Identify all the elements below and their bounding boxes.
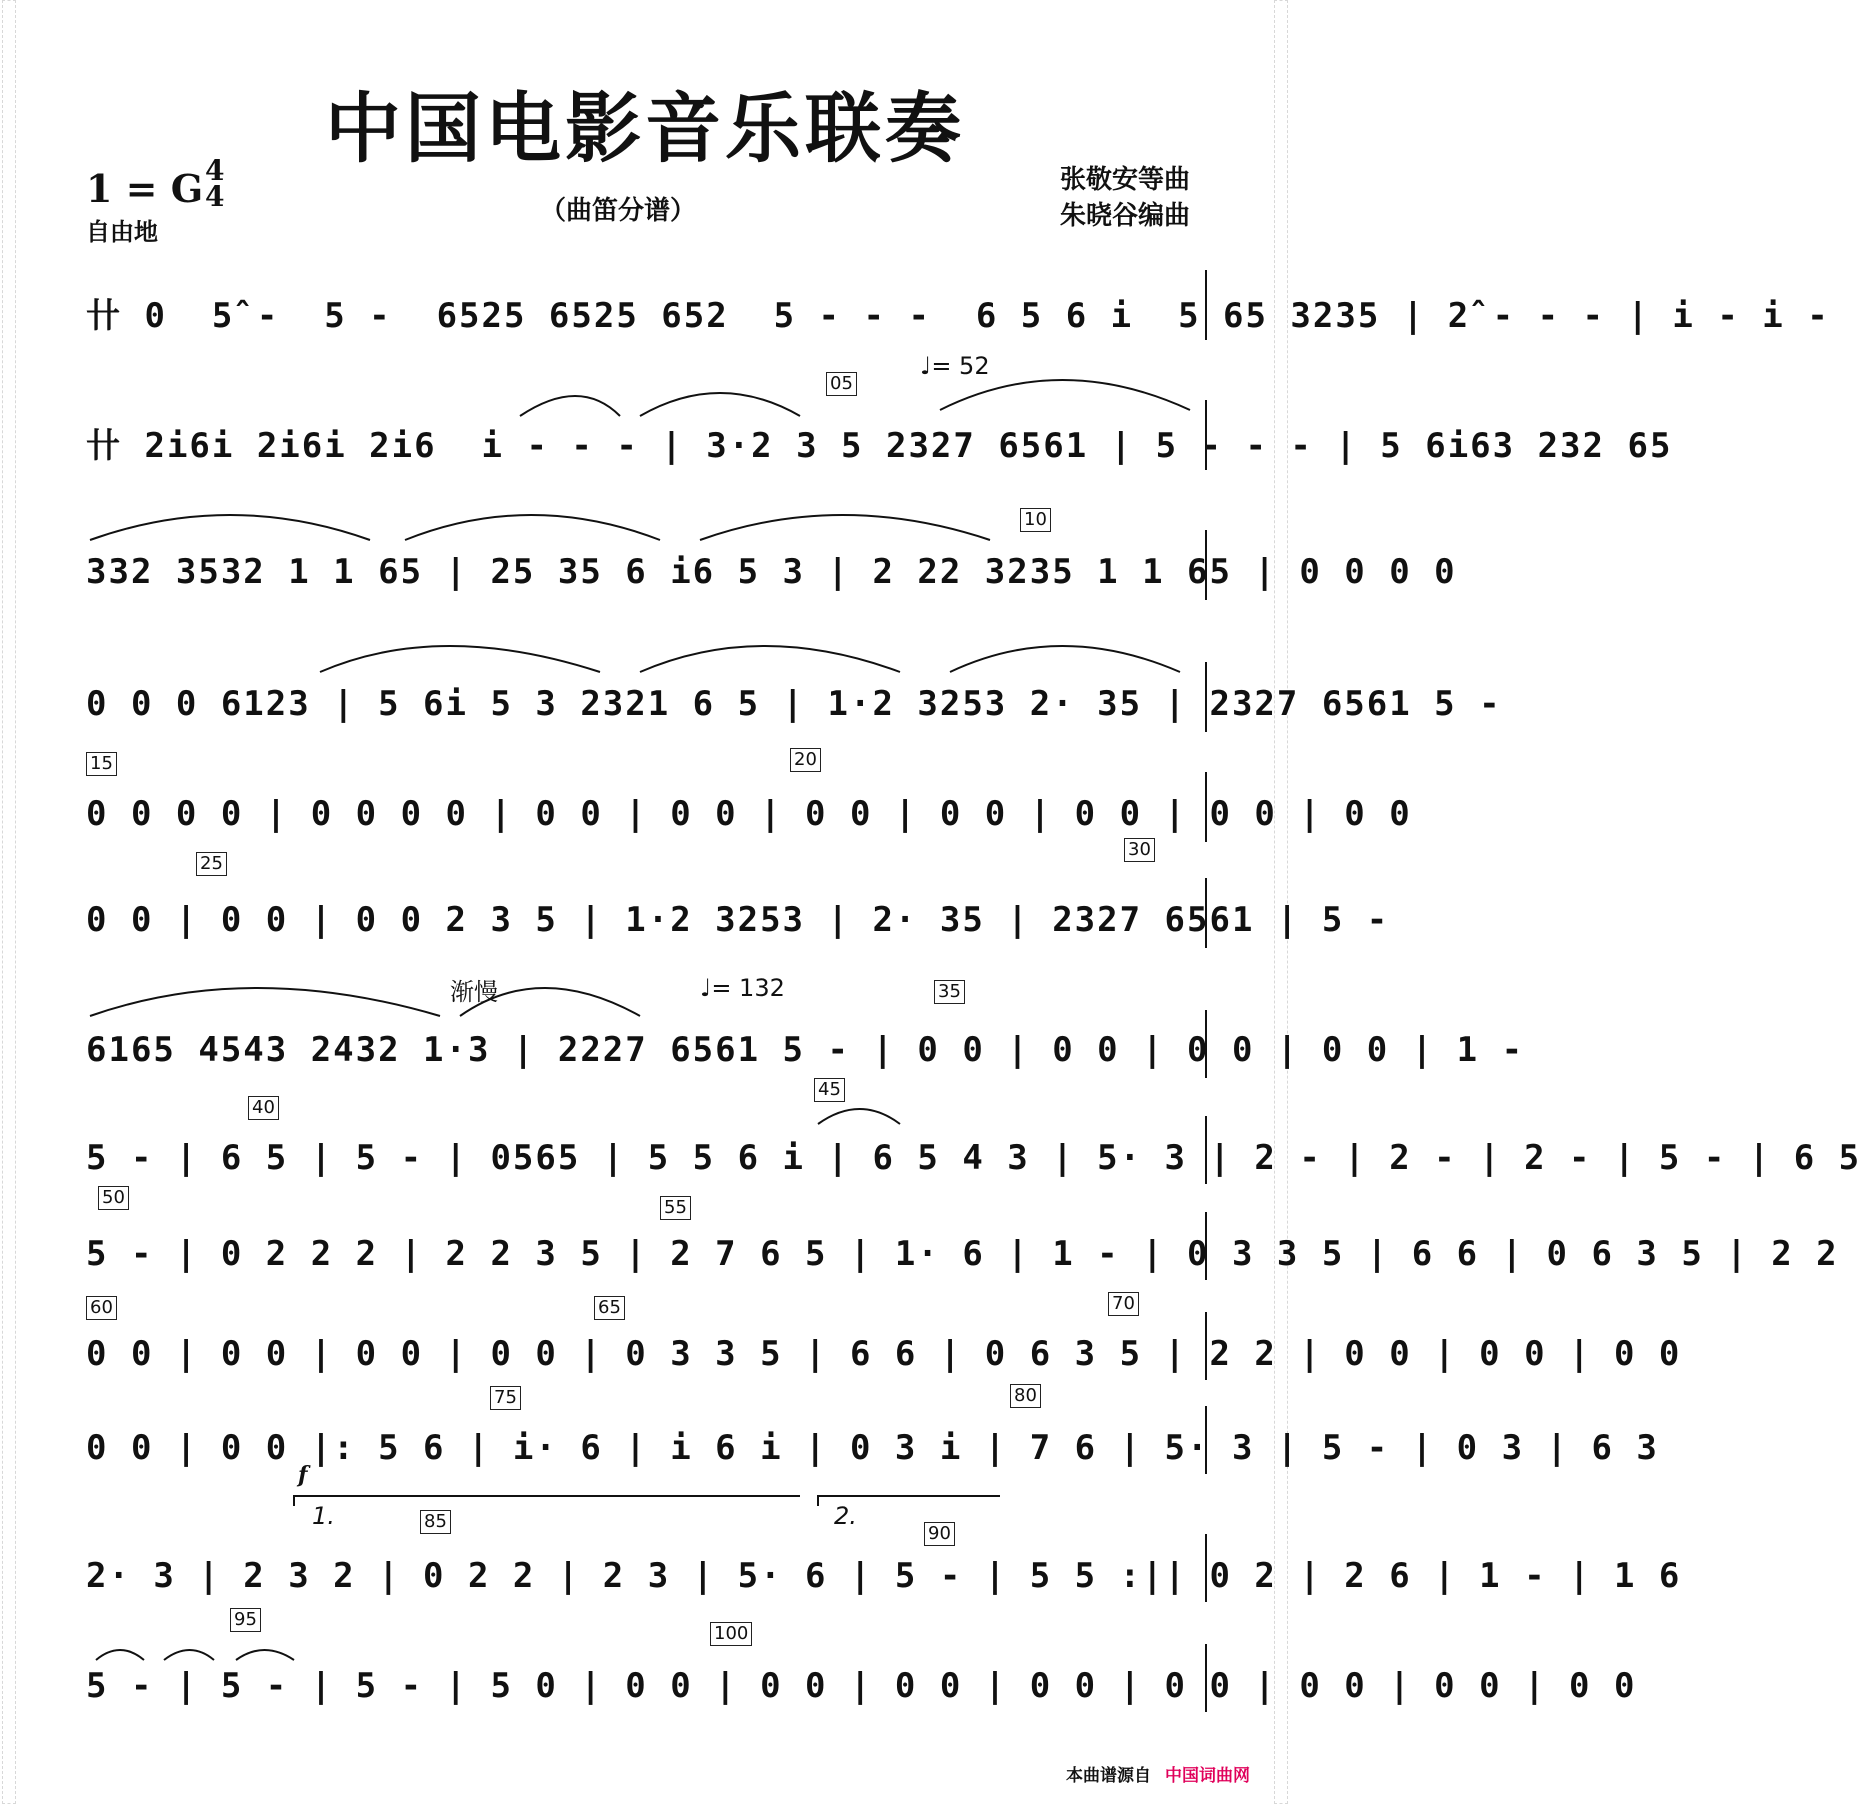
score-row-10	[86, 1326, 1682, 1390]
notation-line: 卄 0 5̂ - 5 - 6525 6525 652 5 - - - 6 5 6 i 5 65 3235 | 2̂ - - - | i - i -	[86, 296, 1830, 336]
notation-line: 0 0 0 0 | 0 0 0 0 | 0 0 | 0 0 | 0 0 | 0 0 | 0 0 | 0 0 | 0 0	[86, 794, 1412, 834]
score-row-9	[86, 1226, 1839, 1290]
left-border-strip	[2, 0, 16, 1804]
notation-line: 0 0 | 0 0 |: 5 6 | i· 6 | i 6 i | 0 3 i | 7 6 | 5· 3 | 5 - | 0 3 | 6 3	[86, 1428, 1659, 1468]
footer-credit	[1066, 1761, 1250, 1786]
measure-number: 50	[98, 1186, 129, 1210]
measure-number: 70	[1108, 1292, 1139, 1316]
subtitle: （曲笛分谱）	[540, 196, 697, 226]
notation-line: 6165 4543 2432 1·3 | 2227 6561 5 - | 0 0 | 0 0 | 0 0 | 0 0 | 1 -	[86, 1030, 1525, 1070]
tempo-text: 自由地	[86, 218, 158, 246]
notation-line: 0 0 0 6123 | 5 6i 5 3 2321 6 5 | 1·2 3253 2· 35 | 2327 6561 5 -	[86, 684, 1502, 724]
volta-1: 1.	[312, 1502, 335, 1530]
measure-number: 90	[924, 1522, 955, 1546]
notation-line: 5 - | 5 - | 5 - | 5 0 | 0 0 | 0 0 | 0 0 | 0 0 | 0 0 | 0 0 | 0 0 | 0 0	[86, 1666, 1637, 1706]
measure-number: 10	[1020, 508, 1051, 532]
measure-number: 15	[86, 752, 117, 776]
notation-line: 0 0 | 0 0 | 0 0 | 0 0 | 0 3 3 5 | 6 6 | 0 6 3 5 | 2 2 | 0 0 | 0 0 | 0 0	[86, 1334, 1682, 1374]
measure-number: 30	[1124, 838, 1155, 862]
volta-2: 2.	[834, 1502, 857, 1530]
score-row-12	[86, 1548, 1682, 1612]
composer-credits	[1060, 162, 1190, 234]
measure-number: 65	[594, 1296, 625, 1320]
notation-line: 5 - | 0 2 2 2 | 2 2 3 5 | 2 7 6 5 | 1· 6 | 1 - | 0 3 3 5 | 6 6 | 0 6 3 5 | 2 2	[86, 1234, 1839, 1274]
measure-number: 55	[660, 1196, 691, 1220]
measure-number: 05	[826, 372, 857, 396]
measure-number: 75	[490, 1386, 521, 1410]
score-row-2	[86, 410, 1673, 474]
time-sig-top: 4	[205, 154, 225, 187]
measure-number: 95	[230, 1608, 261, 1632]
notation-line: 0 0 | 0 0 | 0 0 2 3 5 | 1·2 3253 | 2· 35 | 2327 6561 | 5 -	[86, 900, 1390, 940]
measure-number: 35	[934, 980, 965, 1004]
score-row-5	[86, 786, 1412, 850]
footer-brand-link[interactable]: 中国词曲网	[1165, 1766, 1250, 1786]
measure-number: 20	[790, 748, 821, 772]
score-row-8	[86, 1130, 1861, 1194]
measure-number: 60	[86, 1296, 117, 1320]
composer-line: 张敬安等曲	[1060, 165, 1191, 195]
notation-line: 2· 3 | 2 3 2 | 0 2 2 | 2 3 | 5· 6 | 5 - | 5 5 :|| 0 2 | 2 6 | 1 - | 1 6	[86, 1556, 1682, 1596]
notation-line: 332 3532 1 1 65 | 25 35 6 i6 5 3 | 2 22 3235 1 1 65 | 0 0 0 0	[86, 552, 1457, 592]
dynamic-f: f	[298, 1462, 308, 1488]
score-row-13	[86, 1658, 1637, 1722]
time-sig-bottom: 4	[205, 180, 225, 213]
tempo-mark-132: ♩= 132	[700, 974, 785, 1002]
arranger-line: 朱晓谷编曲	[1060, 201, 1191, 231]
tempo-mark-52: ♩= 52	[920, 352, 990, 380]
footer-source-label: 本曲谱源自	[1066, 1766, 1151, 1786]
score-row-11	[86, 1420, 1659, 1484]
score-row-6	[86, 892, 1390, 956]
measure-number: 100	[710, 1622, 752, 1646]
time-signature	[205, 154, 225, 213]
measure-number: 85	[420, 1510, 451, 1534]
measure-number: 45	[814, 1078, 845, 1102]
measure-number: 80	[1010, 1384, 1041, 1408]
score-row-1	[86, 280, 1830, 344]
key-signature: 1 = G	[86, 166, 204, 211]
notation-line: 5 - | 6 5 | 5 - | 0565 | 5 5 6 i | 6 5 4 3 | 5· 3 | 2 - | 2 - | 2 - | 5 - | 6 5	[86, 1138, 1861, 1178]
score-row-7	[86, 1022, 1525, 1086]
page-title: 中国电影音乐联奏	[325, 84, 965, 173]
notation-line: 卄 2i6i 2i6i 2i6 i - - - | 3·2 3 5 2327 6561 | 5 - - - | 5 6i63 232 65	[86, 426, 1673, 466]
measure-number: 25	[196, 852, 227, 876]
measure-number: 40	[248, 1096, 279, 1120]
expression-rit: 渐慢	[450, 978, 498, 1006]
score-row-4	[86, 676, 1502, 740]
score-row-3	[86, 544, 1457, 608]
